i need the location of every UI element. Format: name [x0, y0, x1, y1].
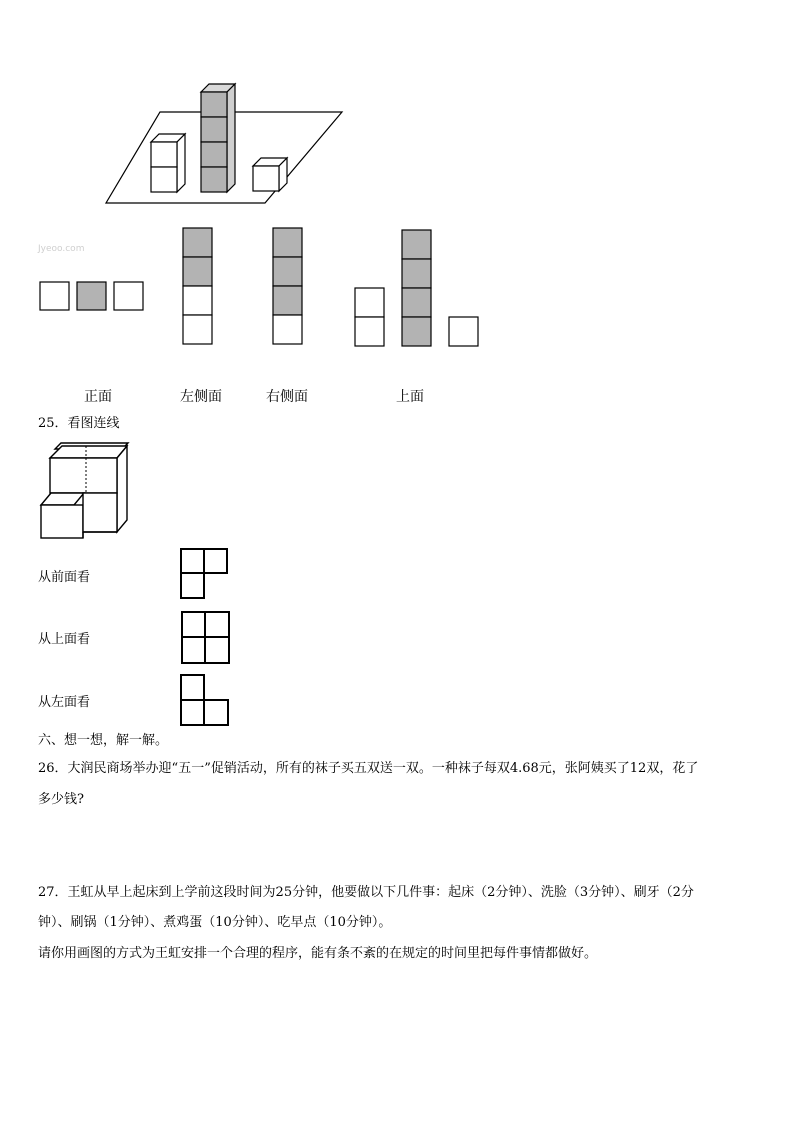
left-cube-stack	[151, 134, 185, 192]
option-front-view-drawing	[181, 549, 227, 598]
q25-solid-figure	[41, 443, 128, 538]
caption-left-side: 左侧面	[180, 389, 222, 405]
middle-cube-stack	[201, 84, 235, 192]
left-side-view-drawing	[183, 228, 212, 344]
top-view-drawing	[355, 230, 478, 346]
section-six-title: 六、想一想，解一解。	[38, 733, 169, 748]
option-label-top: 从上面看	[38, 632, 91, 647]
caption-top: 上面	[396, 389, 424, 405]
option-top-view-drawing	[182, 612, 229, 663]
q27-line2: 钟）、刷锅（1分钟）、煮鸡蛋（10分钟）、吃早点（10分钟）。	[38, 915, 392, 930]
q27-line3: 请你用画图的方式为王虹安排一个合理的程序，能有条不紊的在规定的时间里把每件事情都做好。	[38, 946, 598, 961]
option-label-left: 从左面看	[38, 695, 91, 710]
option-label-front: 从前面看	[38, 570, 91, 585]
q26-line1: 26．大润民商场举办迎“五一”促销活动，所有的袜子买五双送一双。一种袜子每双4.68元，张阿姨买了12双，花了	[38, 761, 699, 776]
caption-front: 正面	[84, 389, 112, 405]
watermark-text: Jyeoo.com	[38, 244, 85, 254]
right-side-view-drawing	[273, 228, 302, 344]
caption-right-side: 右侧面	[266, 389, 308, 405]
right-cube	[253, 158, 287, 191]
q27-line1: 27．王虹从早上起床到上学前这段时间为25分钟，他要做以下几件事：起床（2分钟）、洗脸（3分钟）、刷牙（2分	[38, 885, 694, 900]
q26-line2: 多少钱?	[38, 792, 84, 807]
front-view-drawing	[40, 282, 143, 310]
option-left-view-drawing	[181, 675, 228, 725]
q25-title: 25．看图连线	[38, 416, 120, 431]
